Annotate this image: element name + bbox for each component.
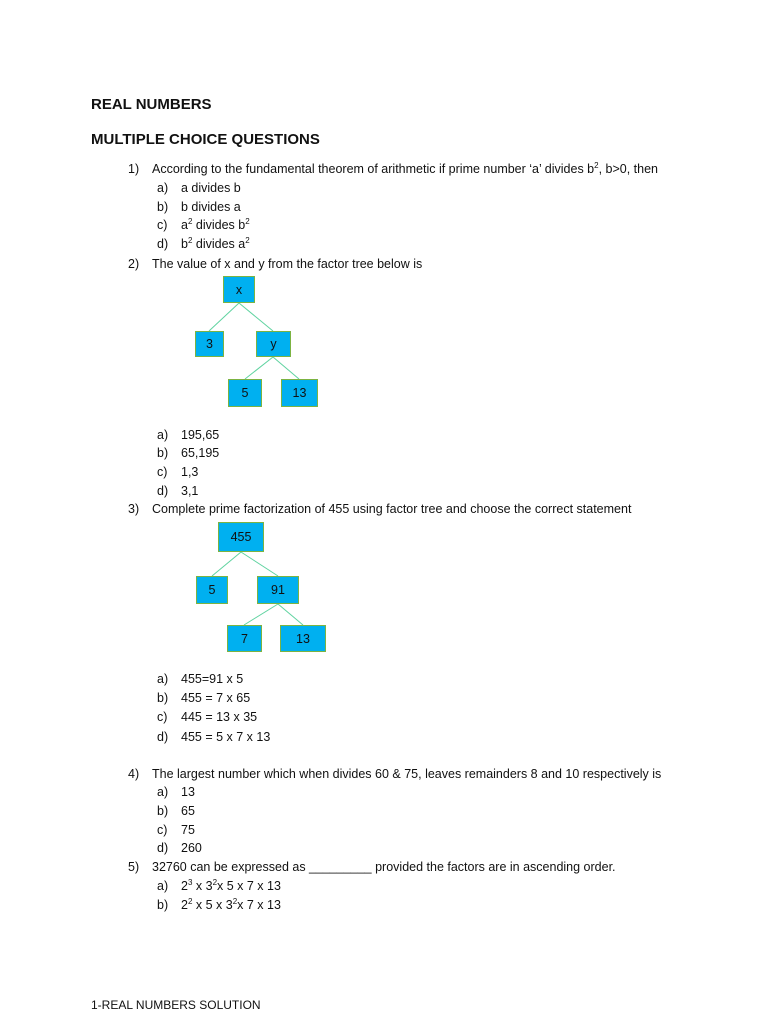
tree-node: 13 — [280, 625, 326, 652]
tree-node: 7 — [227, 625, 262, 652]
page-footer: 1-REAL NUMBERS SOLUTION — [91, 998, 261, 1012]
tree-node: 13 — [281, 379, 318, 407]
option-text: 195,65 — [181, 428, 220, 442]
option-letter: b) — [157, 898, 169, 912]
tree-edge — [245, 357, 273, 379]
question-number: 3) — [128, 502, 140, 516]
option-letter: a) — [157, 428, 169, 442]
option-letter: d) — [157, 484, 169, 498]
option-letter: a) — [157, 879, 169, 893]
tree-node-root: 455 — [218, 522, 264, 552]
option-letter: d) — [157, 237, 169, 251]
option-letter: b) — [157, 200, 169, 214]
tree-edge — [273, 357, 299, 379]
option-text: 13 — [181, 785, 195, 799]
tree-node: 3 — [195, 331, 224, 357]
option-text: a divides b — [181, 181, 241, 195]
tree-edge — [241, 552, 278, 576]
option-letter: d) — [157, 841, 169, 855]
tree-edge — [244, 604, 278, 625]
option-text: 75 — [181, 823, 195, 837]
option-text: $a^2$ divides $b^2$ — [181, 217, 250, 232]
option-letter: c) — [157, 218, 168, 232]
option-letter: b) — [157, 804, 169, 818]
option-letter: c) — [157, 710, 168, 724]
option-text: 455 = 5 x 7 x 13 — [181, 730, 271, 744]
question-number: 4) — [128, 767, 140, 781]
option-text: 1,3 — [181, 465, 199, 479]
option-letter: a) — [157, 785, 169, 799]
tree-edge — [278, 604, 303, 625]
option-text: b divides a — [181, 200, 241, 214]
question-text: The largest number which when divides 60 & 75, leaves remainders 8 and 10 respectively is — [152, 767, 662, 781]
tree-node: y — [256, 331, 291, 357]
question-text: 32760 can be expressed as _________ provided the factors are in ascending order. — [152, 860, 616, 874]
option-text: 65 — [181, 804, 195, 818]
question-text: The value of x and y from the factor tree below is — [152, 257, 423, 271]
option-letter: a) — [157, 181, 169, 195]
section-title: MULTIPLE CHOICE QUESTIONS — [91, 131, 320, 148]
option-text: $2^3$ x $3^2x$ 5 x 7 x 13 — [181, 878, 281, 893]
option-letter: a) — [157, 672, 169, 686]
tree-node: 91 — [257, 576, 299, 604]
option-text: 3,1 — [181, 484, 199, 498]
tree-node-root: x — [223, 276, 255, 303]
tree-node: 5 — [228, 379, 262, 407]
option-letter: c) — [157, 465, 168, 479]
tree-edge — [209, 303, 239, 331]
option-letter: b) — [157, 691, 169, 705]
option-text: 445 = 13 x 35 — [181, 710, 258, 724]
option-text: 65,195 — [181, 446, 220, 460]
question-text: According to the fundamental theorem of arithmetic if prime number ‘a’ divides $b^2$, b>0, then — [152, 161, 659, 176]
option-letter: c) — [157, 823, 168, 837]
tree-node: 5 — [196, 576, 228, 604]
option-text: 455 = 7 x 65 — [181, 691, 251, 705]
option-letter: b) — [157, 446, 169, 460]
option-text: 455=91 x 5 — [181, 672, 244, 686]
option-text: $b^2$ divides $a^2$ — [181, 236, 250, 251]
question-number: 1) — [128, 162, 140, 176]
option-text: 260 — [181, 841, 202, 855]
page-title: REAL NUMBERS — [91, 96, 212, 113]
question-text: Complete prime factorization of 455 using factor tree and choose the correct statement — [152, 502, 632, 516]
question-number: 5) — [128, 860, 140, 874]
tree-edge — [212, 552, 241, 576]
option-letter: d) — [157, 730, 169, 744]
tree-edge — [239, 303, 273, 331]
question-number: 2) — [128, 257, 140, 271]
option-text: $2^2$ x 5 x $3^2x$ 7 x 13 — [181, 897, 281, 912]
